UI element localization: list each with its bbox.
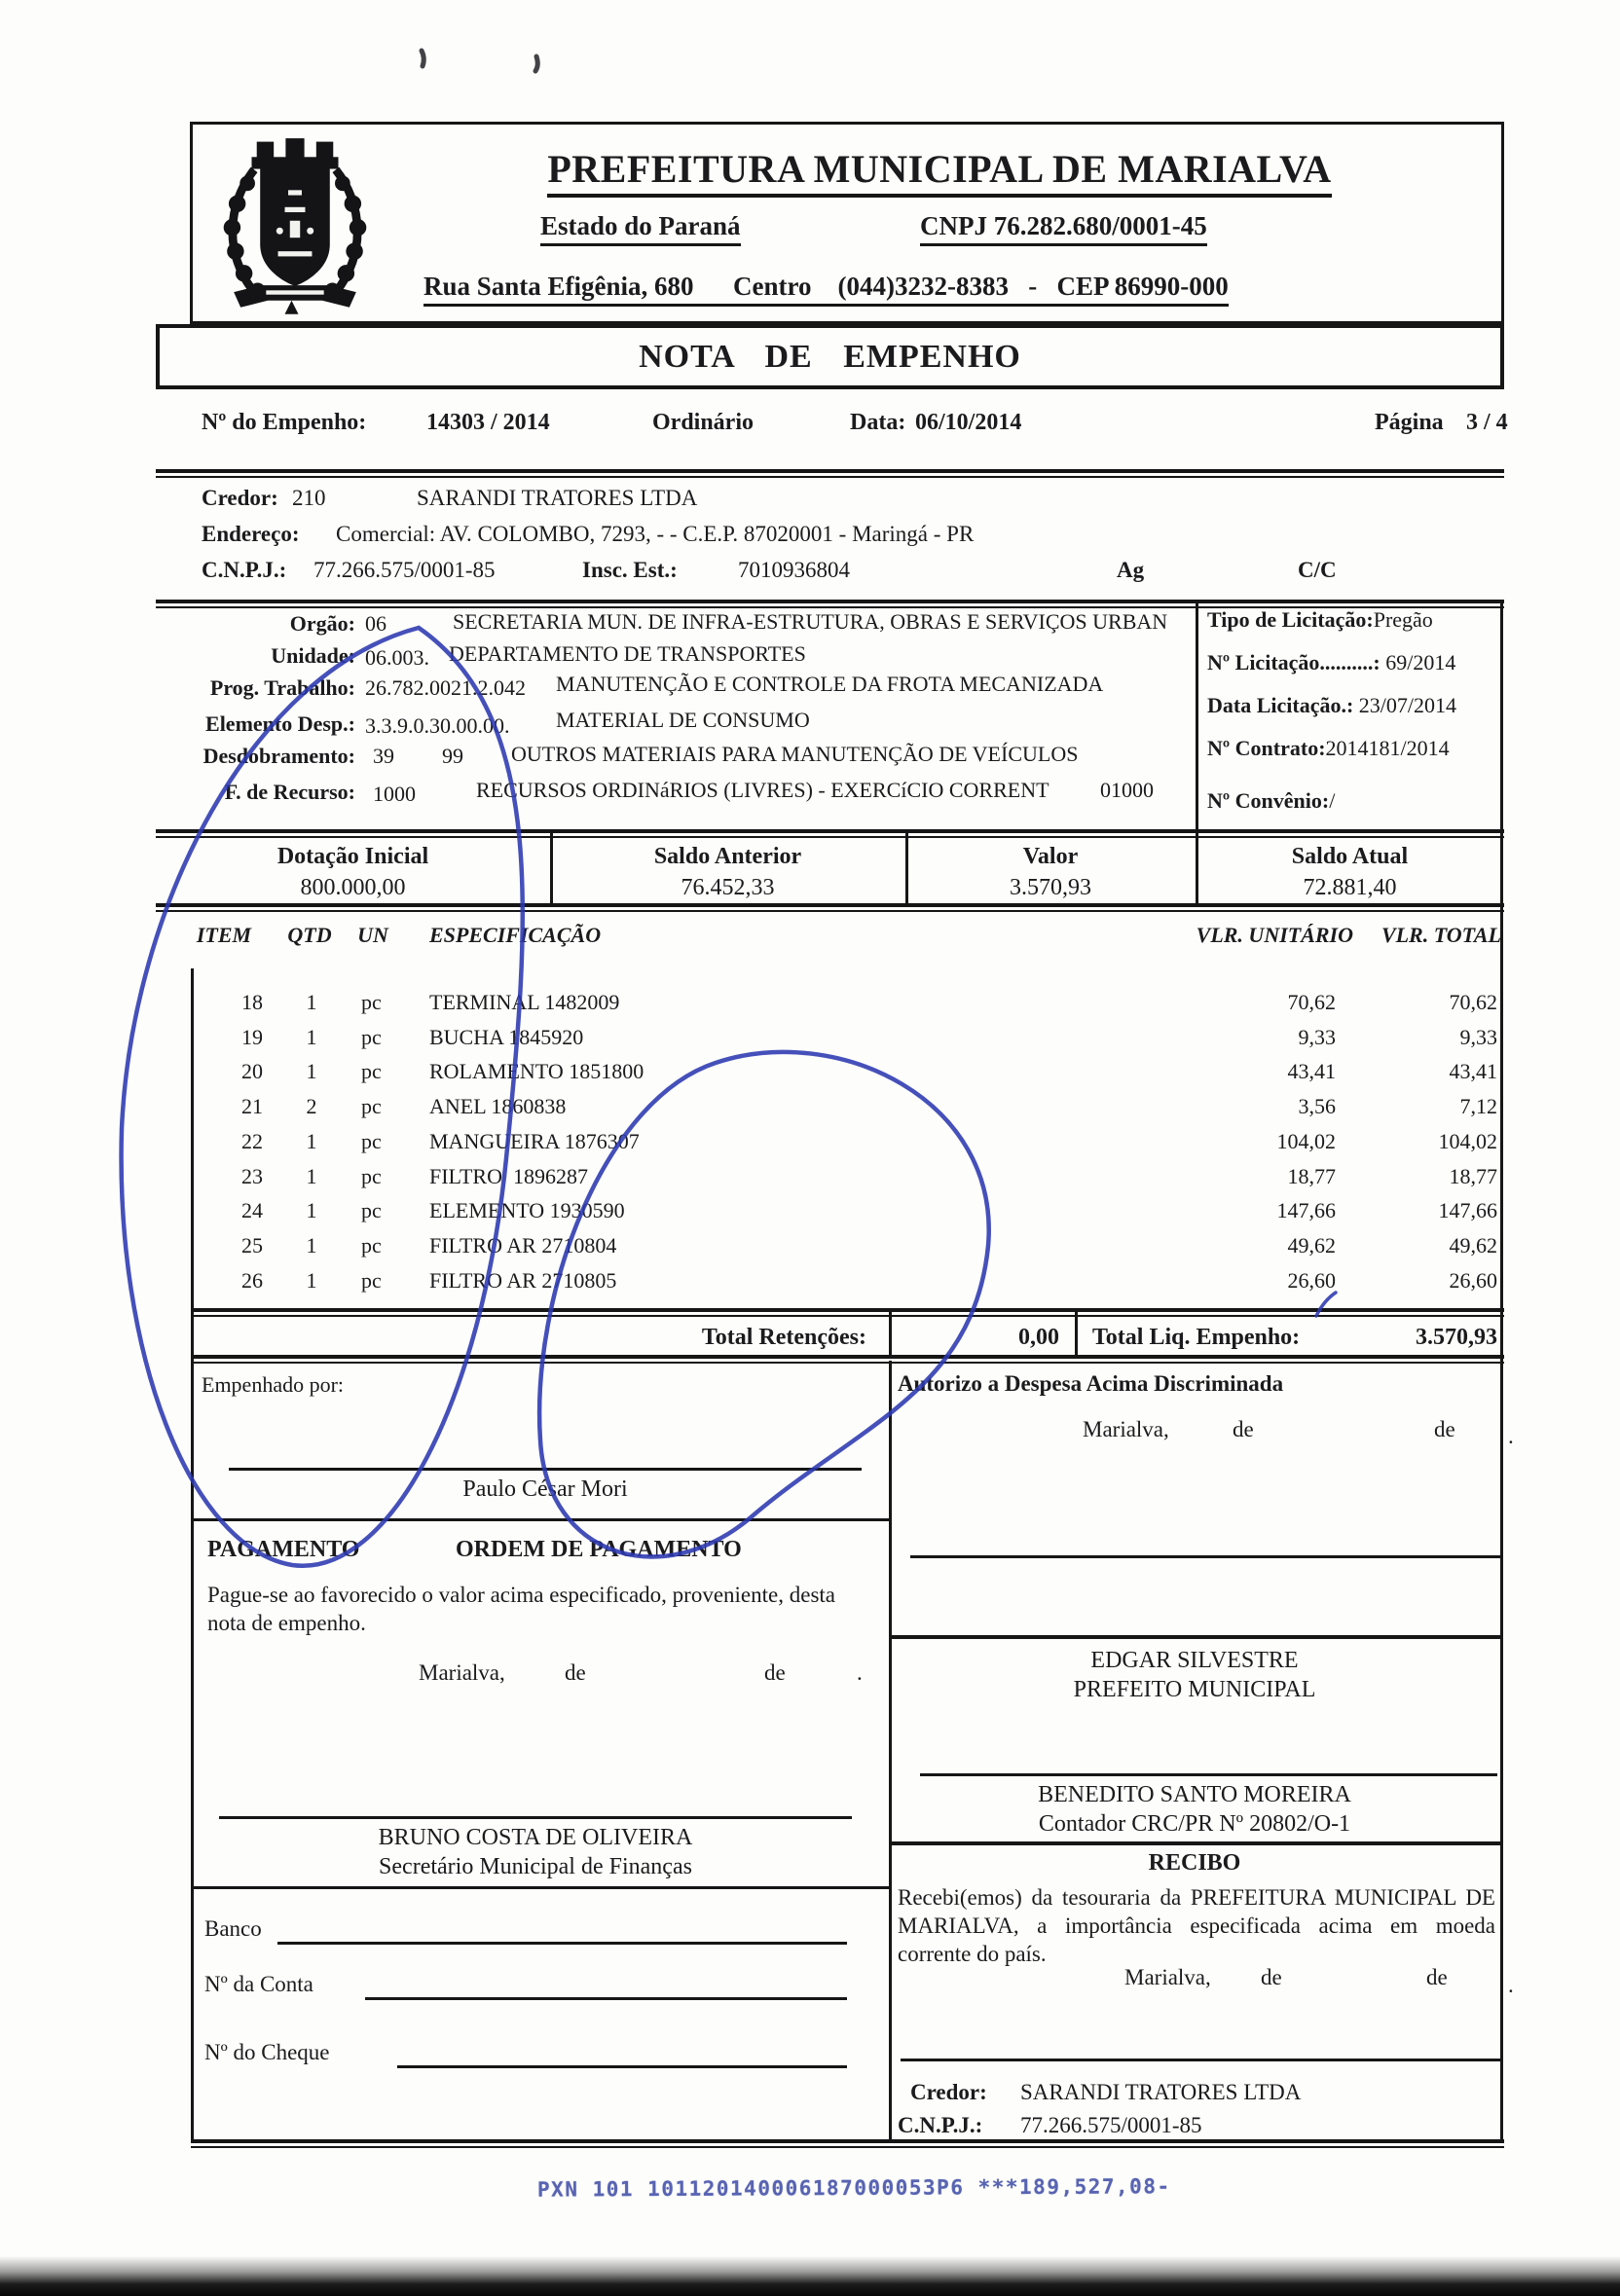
item-unit-cell: pc <box>361 1232 382 1257</box>
empenhado-por-label: Empenhado por: <box>202 1372 345 1397</box>
signature-line <box>219 1816 852 1819</box>
desdobramento-code1: 39 <box>373 744 394 768</box>
dot-matrix-print-line: PXN 101 101120140006187000053P6 ***189,527,08- <box>536 2174 1171 2202</box>
item-unit-cell: pc <box>361 1024 382 1049</box>
item-spec-cell: FILTRO AR 2710805 <box>429 1267 617 1293</box>
fonte-recurso-label: F. de Recurso: <box>224 780 355 804</box>
saldo-col-value: 72.881,40 <box>1303 875 1397 900</box>
org-title-text: PREFEITURA MUNICIPAL DE MARIALVA <box>547 147 1331 198</box>
licitacao-numero: Nº Licitação..........: 69/2014 <box>1207 650 1456 674</box>
saldo-col-label: Saldo Anterior <box>653 844 802 869</box>
item-number-cell: 20 <box>241 1059 263 1084</box>
unidade-label: Unidade: <box>271 643 355 668</box>
divider-rule <box>889 1635 1500 1639</box>
item-spec-cell: ELEMENTO 1930590 <box>429 1198 625 1223</box>
signature-line <box>920 1773 1497 1776</box>
ordem-pagamento-title: ORDEM DE PAGAMENTO <box>456 1537 742 1562</box>
signature-line <box>910 1555 1500 1558</box>
banco-fill-line <box>277 1942 847 1945</box>
period-mark: . <box>1508 1424 1514 1448</box>
saldo-col-value: 800.000,00 <box>300 875 406 900</box>
prog-trabalho-label: Prog. Trabalho: <box>209 675 355 700</box>
item-spec-cell: TERMINAL 1482009 <box>429 990 620 1014</box>
item-number-cell: 18 <box>241 990 263 1014</box>
table-row <box>0 1025 1620 1054</box>
totals-divider <box>889 1312 892 1359</box>
recibo-cnpj-label: C.N.P.J.: <box>898 2113 983 2137</box>
table-row <box>0 1129 1620 1158</box>
item-unit-cell: pc <box>361 1267 382 1293</box>
item-unit-cell: pc <box>361 990 382 1014</box>
divider-rule <box>191 1886 889 1889</box>
credor-label: Credor: <box>202 486 278 510</box>
cnpj-value: 77.266.575/0001-85 <box>313 558 496 582</box>
table-row <box>0 1233 1620 1262</box>
item-number-cell: 24 <box>241 1198 263 1223</box>
ordem-pagamento-text: Pague-se ao favorecido o valor acima especificado, proveniente, desta nota de empenho. <box>207 1583 835 1635</box>
signature-role-contador: Contador CRC/PR Nº 20802/O-1 <box>1038 1811 1351 1837</box>
insc-value: 7010936804 <box>738 558 850 582</box>
desdobramento-desc: OUTROS MATERIAIS PARA MANUTENÇÃO DE VEÍCULOS <box>511 742 1079 766</box>
elemento-code: 3.3.9.0.30.00.00. <box>365 713 510 738</box>
doc-title-box <box>156 324 1504 389</box>
item-qty-cell: 1 <box>306 1267 317 1293</box>
item-total-cell: 9,33 <box>1459 1024 1497 1049</box>
document-bottom-border <box>191 2139 1504 2148</box>
item-total-cell: 70,62 <box>1449 990 1497 1014</box>
item-number-cell: 19 <box>241 1024 263 1049</box>
item-total-cell: 104,02 <box>1438 1128 1497 1153</box>
item-spec-cell: MANGUEIRA 1876307 <box>429 1128 640 1153</box>
saldo-col-value: 76.452,33 <box>681 875 775 900</box>
item-number-cell: 21 <box>241 1094 263 1119</box>
item-unit-price-cell: 147,66 <box>1276 1198 1336 1223</box>
recibo-title: RECIBO <box>1148 1850 1241 1876</box>
saldo-col-label: Saldo Atual <box>1291 844 1409 869</box>
signature-line <box>229 1468 862 1471</box>
autorizo-text: Autorizo a Despesa Acima Discriminada <box>898 1371 1284 1396</box>
cheque-fill-line <box>397 2065 847 2068</box>
item-unit-price-cell: 104,02 <box>1276 1128 1336 1153</box>
table-row <box>0 1198 1620 1227</box>
liquido-label: Total Liq. Empenho: <box>1092 1325 1301 1350</box>
scanner-edge-strip <box>0 2256 1620 2296</box>
orgao-code: 06 <box>365 611 387 636</box>
fonte-recurso-code: 1000 <box>373 782 416 806</box>
prog-trabalho-desc: MANUTENÇÃO E CONTROLE DA FROTA MECANIZADA <box>556 672 1104 696</box>
desdobramento-code2: 99 <box>442 744 463 768</box>
item-total-cell: 43,41 <box>1449 1059 1497 1084</box>
orgao-label: Orgão: <box>289 611 355 636</box>
fonte-recurso-code2: 01000 <box>1100 778 1154 802</box>
retencoes-value: 0,00 <box>1018 1325 1059 1350</box>
signature-name-contador: BENEDITO SANTO MOREIRA <box>1038 1782 1351 1807</box>
unidade-code: 06.003. <box>365 645 429 670</box>
licitacao-data: Data Licitação.: 23/07/2014 <box>1207 693 1457 717</box>
table-row <box>0 1164 1620 1193</box>
divider-rule <box>191 1355 1504 1364</box>
items-header-row: ITEM QTD UN ESPECIFICAÇÃO VLR. UNITÁRIO VLR. TOTAL <box>196 923 1501 947</box>
de-word: de <box>764 1660 786 1685</box>
banco-label: Banco <box>204 1916 262 1941</box>
endereco-value: Comercial: AV. COLOMBO, 7293, - - C.E.P. 87020001 - Maringá - PR <box>336 522 975 546</box>
de-word: de <box>1261 1965 1282 1989</box>
item-qty-cell: 1 <box>306 1024 317 1049</box>
de-word: de <box>1233 1417 1254 1441</box>
item-qty-cell: 1 <box>306 1232 317 1257</box>
divider-rule <box>191 1308 1504 1317</box>
item-unit-cell: pc <box>361 1128 382 1153</box>
item-spec-cell: BUCHA 1845920 <box>429 1024 584 1049</box>
item-number-cell: 25 <box>241 1232 263 1257</box>
saldo-col-label: Valor <box>1022 844 1079 869</box>
de-word: de <box>1434 1417 1455 1441</box>
recibo-credor-label: Credor: <box>910 2080 987 2104</box>
ink-speck <box>535 56 537 71</box>
table-row <box>0 1059 1620 1088</box>
item-spec-cell: ROLAMENTO 1851800 <box>429 1059 644 1084</box>
endereco-label: Endereço: <box>202 522 300 546</box>
period-mark: . <box>857 1660 863 1685</box>
licitacao-box-divider <box>1196 600 1198 837</box>
item-total-cell: 49,62 <box>1449 1232 1497 1257</box>
page-number-label: Página <box>1375 410 1444 435</box>
saldo-col-label: Dotação Inicial <box>276 844 429 869</box>
licitacao-convenio: Nº Convênio:/ <box>1207 788 1336 813</box>
org-cnpj: CNPJ 76.282.680/0001-45 <box>920 210 1207 241</box>
item-number-cell: 26 <box>241 1267 263 1293</box>
item-unit-cell: pc <box>361 1094 382 1119</box>
item-qty-cell: 2 <box>306 1094 317 1119</box>
credor-code: 210 <box>292 486 326 510</box>
empenho-type: Ordinário <box>652 410 755 435</box>
licitacao-contrato: Nº Contrato:2014181/2014 <box>1207 736 1450 760</box>
agencia-label: Ag <box>1117 558 1145 582</box>
local-date-line: Marialva, <box>419 1660 505 1685</box>
signature-role-prefeito: PREFEITO MUNICIPAL <box>1073 1677 1316 1702</box>
item-total-cell: 147,66 <box>1438 1198 1497 1223</box>
elemento-desc: MATERIAL DE CONSUMO <box>556 708 810 732</box>
item-unit-price-cell: 70,62 <box>1287 990 1336 1014</box>
conta-corrente-label: C/C <box>1298 558 1337 582</box>
address-line: Rua Santa Efigênia, 680 Centro (044)3232-8383 - CEP 86990-000 <box>423 271 1229 302</box>
empenho-number-value: 14303 / 2014 <box>426 410 550 435</box>
num-conta-label: Nº da Conta <box>204 1972 313 1996</box>
item-unit-price-cell: 49,62 <box>1287 1232 1336 1257</box>
de-word: de <box>565 1660 586 1685</box>
item-unit-price-cell: 9,33 <box>1298 1024 1336 1049</box>
item-qty-cell: 1 <box>306 1059 317 1084</box>
signature-line <box>901 2059 1500 2061</box>
local-date-line: Marialva, <box>1124 1965 1211 1989</box>
orgao-desc: SECRETARIA MUN. DE INFRA-ESTRUTURA, OBRAS E SERVIÇOS URBAN <box>453 609 1168 634</box>
conta-fill-line <box>365 1997 847 2000</box>
item-spec-cell: FILTRO 1896287 <box>429 1163 588 1188</box>
org-title <box>389 146 1490 192</box>
divider-rule <box>156 469 1504 478</box>
empenho-number-label: Nº do Empenho: <box>202 410 367 435</box>
de-word: de <box>1426 1965 1448 1989</box>
cnpj-label: C.N.P.J.: <box>202 558 287 582</box>
item-unit-price-cell: 18,77 <box>1287 1163 1336 1188</box>
licitacao-tipo: Tipo de Licitação:Pregão <box>1207 607 1433 632</box>
municipal-crest-icon <box>206 132 384 319</box>
doc-title: NOTA DE EMPENHO <box>639 339 1021 375</box>
item-unit-price-cell: 26,60 <box>1287 1267 1336 1293</box>
table-row <box>0 1094 1620 1123</box>
liquido-value: 3.570,93 <box>1416 1325 1497 1350</box>
divider-rule <box>191 1518 889 1521</box>
signature-role-financas: Secretário Municipal de Finanças <box>379 1854 692 1879</box>
divider-rule <box>889 1841 1500 1845</box>
item-qty-cell: 1 <box>306 1198 317 1223</box>
recibo-text: Recebi(emos) da tesouraria da PREFEITURA MUNICIPAL DE MARIALVA, a importância especificada acima em moeda corrente do país. <box>898 1885 1495 1966</box>
unidade-desc: DEPARTAMENTO DE TRANSPORTES <box>449 641 806 666</box>
table-row <box>0 1268 1620 1297</box>
item-unit-cell: pc <box>361 1198 382 1223</box>
signature-name-empenho: Paulo César Mori <box>462 1476 628 1502</box>
signature-name-financas: BRUNO COSTA DE OLIVEIRA <box>378 1825 693 1850</box>
item-unit-price-cell: 3,56 <box>1298 1094 1336 1119</box>
item-unit-price-cell: 43,41 <box>1287 1059 1336 1084</box>
empenho-date-label: Data: <box>850 410 906 435</box>
item-spec-cell: ANEL 1860838 <box>429 1094 567 1119</box>
recibo-cnpj-value: 77.266.575/0001-85 <box>1020 2113 1202 2137</box>
state-label: Estado do Paraná <box>540 210 741 241</box>
num-cheque-label: Nº do Cheque <box>204 2040 330 2064</box>
table-row <box>0 990 1620 1019</box>
saldo-col-value: 3.570,93 <box>1010 875 1091 900</box>
divider-rule <box>156 829 1504 838</box>
divider-rule <box>156 903 1504 912</box>
signature-column-divider <box>889 1361 892 2139</box>
item-total-cell: 26,60 <box>1449 1267 1497 1293</box>
ink-speck <box>422 51 423 66</box>
recibo-credor-value: SARANDI TRATORES LTDA <box>1020 2080 1302 2104</box>
elemento-label: Elemento Desp.: <box>205 711 355 736</box>
item-spec-cell: FILTRO AR 2710804 <box>429 1232 617 1257</box>
item-number-cell: 22 <box>241 1128 263 1153</box>
fonte-recurso-desc: RECURSOS ORDINáRIOS (LIVRES) - EXERCíCIO CORRENT <box>476 778 1049 802</box>
item-qty-cell: 1 <box>306 1163 317 1188</box>
desdobramento-label: Desdobramento: <box>202 744 355 768</box>
local-date-line: Marialva, <box>1083 1417 1169 1441</box>
item-total-cell: 7,12 <box>1459 1094 1497 1119</box>
item-number-cell: 23 <box>241 1163 263 1188</box>
insc-label: Insc. Est.: <box>582 558 678 582</box>
period-mark: . <box>1508 1973 1514 1997</box>
item-total-cell: 18,77 <box>1449 1163 1497 1188</box>
page-number-value: 3 / 4 <box>1466 410 1508 435</box>
pagamento-title: PAGAMENTO <box>207 1537 360 1562</box>
item-qty-cell: 1 <box>306 990 317 1014</box>
item-unit-cell: pc <box>361 1059 382 1084</box>
signature-name-prefeito: EDGAR SILVESTRE <box>1090 1648 1299 1673</box>
item-unit-cell: pc <box>361 1163 382 1188</box>
item-qty-cell: 1 <box>306 1128 317 1153</box>
credor-name: SARANDI TRATORES LTDA <box>417 486 698 510</box>
retencoes-label: Total Retenções: <box>701 1325 866 1350</box>
empenho-date-value: 06/10/2014 <box>915 410 1022 435</box>
prog-trabalho-code: 26.782.0021.2.042 <box>365 675 526 700</box>
totals-divider <box>1075 1312 1078 1359</box>
